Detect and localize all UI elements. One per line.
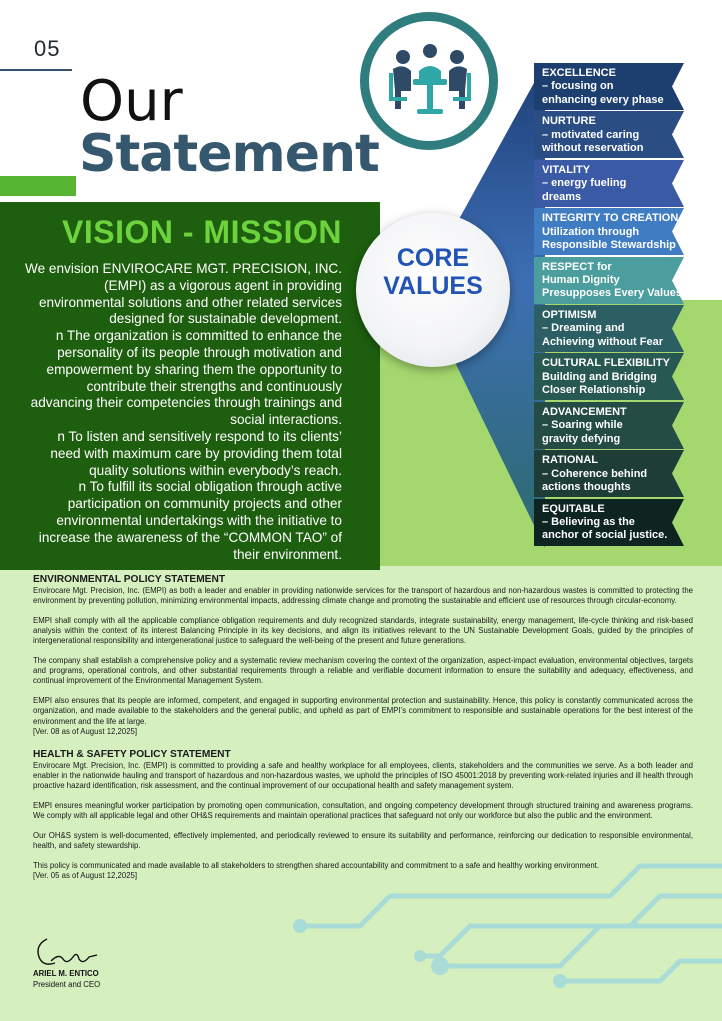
core-value-description: – Dreaming and [542, 322, 625, 335]
mission-paragraph-2: n To listen and sensitively respond to its clients’ need with maximum care by providing them total quality solutions within everybody’s reach. [50, 428, 342, 478]
core-value-text [542, 503, 702, 543]
health-safety-policy-paragraph: This policy is communicated and made available to all stakeholders to strengthen shared accountability and commitment to a safe and healthy working environment. [33, 860, 600, 870]
environmental-policy-paragraph: The company shall establish a comprehensive policy and a systematic review mechanism covering the context of the organization, aspect-impact evaluation, environmental objectives, targets and programs, operational controls, and other substantial requirements through a reliable and verifiable document information to ensure the suitability and adequacy, effectiveness, and continual improvement of the Environmental Management System. [33, 656, 693, 686]
core-value-item [534, 160, 688, 207]
mission-paragraph-3: n To fulfill its social obligation through active participation on community projects and other environmental undertakings with the initiative to increase the awareness of the “COMMON TAO” of their environment. [38, 479, 342, 562]
environmental-policy-paragraph: EMPI also ensures that its people are informed, competent, and engaged in supporting environmental protection and sustainability. Hence, this policy is constantly communicated across the organization, and made available to the stakeholders and the general public, and upheld as part of EMPI’s commitment to responsible and sustainable operations for the best interest of the environment and the life at large. [33, 696, 693, 726]
core-value-text [542, 309, 702, 349]
core-value-name: INTEGRITY TO CREATION [542, 212, 679, 225]
core-values-line1: CORE [396, 244, 470, 272]
core-value-name: OPTIMISM [542, 308, 597, 321]
environmental-policy-paragraph: EMPI shall comply with all the applicable compliance obligation requirements and duly recognized standards, integrate sustainability, energy management, life-cycle thinking and risk-based analysis within the context of its interest Balancing Principle in its key decisions, and align its initiatives relevant to the UN Sustainable Development Goals, guided by the principles of intergenerational responsibility and intergenerational justice to safeguard the well-being of the present and future generations. [33, 615, 693, 646]
core-value-description: Closer Relationship [542, 384, 646, 397]
core-value-description: without reservation [542, 142, 644, 155]
core-value-description: – motivated caring [542, 128, 640, 141]
core-value-description: Presupposes Every Values [542, 287, 683, 300]
health-safety-policy-paragraph: EMPI ensures meaningful worker participation by promoting open communication, consultation, and ongoing competency development through structured training and awareness programs. We comply with all applicable legal and other OH&S requirements and maintain operational practices that safeguard not only our workforce but also the public and the environment. [33, 801, 693, 821]
core-value-description: Human Dignity [542, 273, 620, 286]
core-value-item [534, 208, 688, 255]
core-value-item [534, 305, 688, 352]
health-safety-policy-heading: HEALTH & SAFETY POLICY STATEMENT [33, 748, 231, 760]
core-value-item [534, 402, 688, 449]
environmental-policy-paragraph: Envirocare Mgt. Precision, Inc. (EMPI) as both a leader and enabler in providing nationwide services for the transport of hazardous and non-hazardous wastes is committed to protecting the environment by preventing pollution, minimizing environmental impacts, addressing climate change and promoting the sustainable and efficient use of resources through circular-economy. [33, 586, 693, 606]
core-value-description: enhancing every phase [542, 93, 664, 106]
core-value-text [542, 261, 702, 301]
core-value-name: CULTURAL FLEXIBILITY [542, 357, 670, 370]
signatory-title: President and CEO [33, 980, 101, 989]
title-our: Our [80, 69, 183, 134]
core-value-item [534, 499, 688, 546]
accent-green-bar [0, 176, 76, 196]
core-value-description: anchor of social justice. [542, 529, 668, 542]
signatory-name: ARIEL M. ENTICO [33, 969, 99, 978]
health-safety-policy-paragraph: Our OH&S system is well-documented, effectively implemented, and periodically reviewed to ensure its suitability and performance, reinforcing our dedication to responsible environmental, health, and safety stewardship. [33, 830, 693, 851]
core-value-description: actions thoughts [542, 480, 631, 493]
core-value-text [542, 164, 702, 204]
core-value-description: gravity defying [542, 432, 621, 445]
core-value-name: EXCELLENCE [542, 67, 616, 79]
core-value-description: Utilization through [542, 225, 640, 238]
core-value-description: dreams [542, 190, 582, 203]
core-value-item [534, 257, 688, 304]
environmental-policy-version: [Ver. 08 as of August 12,2025] [33, 726, 138, 736]
core-value-text [542, 454, 702, 494]
health-safety-policy-version: [Ver. 05 as of August 12,2025] [33, 871, 138, 881]
core-value-text [542, 357, 702, 397]
core-value-description: – Soaring while [542, 419, 623, 432]
core-value-description: – energy fueling [542, 177, 627, 190]
meeting-icon [389, 43, 471, 119]
core-value-text [542, 406, 702, 446]
core-value-item [534, 63, 688, 110]
mission-paragraph-1: n The organization is committed to enhance the personality of its people through motivation and empowerment by sharing them the opportunity to contribute their strengths and continuously advancing their competencies through trainings and social interactions. [30, 328, 342, 428]
core-value-description: Responsible Stewardship [542, 238, 676, 251]
core-values-circle [356, 213, 510, 367]
core-value-name: RATIONAL [542, 454, 599, 467]
core-values-list [534, 63, 722, 547]
page-number-rule [0, 69, 72, 71]
core-value-item [534, 111, 688, 158]
core-value-name: NURTURE [542, 115, 596, 128]
page-number: 05 [34, 36, 61, 61]
core-value-text [542, 212, 702, 252]
core-value-description: Building and Bridging [542, 370, 657, 383]
core-value-name: ADVANCEMENT [542, 405, 627, 418]
core-value-description: Achieving without Fear [542, 335, 664, 348]
vision-mission-heading: VISION - MISSION [62, 214, 343, 250]
policy-section [33, 574, 693, 893]
core-value-name: VITALITY [542, 163, 591, 176]
core-value-description: – Coherence behind [542, 467, 648, 480]
vision-mission-text [24, 261, 342, 563]
core-value-text [542, 115, 702, 155]
core-value-name: EQUITABLE [542, 502, 605, 515]
meeting-icon-circle [360, 12, 498, 150]
core-value-item [534, 353, 688, 400]
signature-graphic [33, 935, 103, 971]
core-values-line2: VALUES [383, 272, 483, 300]
core-value-description: – focusing on [542, 80, 614, 93]
core-value-text [542, 67, 702, 107]
health-safety-policy-paragraph: Envirocare Mgt. Precision, Inc. (EMPI) is committed to providing a safe and healthy workplace for all employees, clients, stakeholders and the communities we serve. As a both leader and enabler in the nationwide hauling and transport of hazardous and non-hazardous wastes, we uphold the principles of ISO 45001:2018 by preventing work-related injuries and ill health through proactive hazard identification, risk assessment, and the continual improvement of our occupational health and safety management system. [33, 760, 693, 791]
title-statement: Statement [79, 124, 379, 184]
vision-paragraph: We envision ENVIROCARE MGT. PRECISION, INC. (EMPI) as a vigorous agent in providing environmental solutions and other related services designed for sustainable development. [24, 261, 342, 327]
core-value-description: – Believing as the [542, 515, 635, 528]
core-value-name: RESPECT for [542, 260, 612, 273]
core-value-item [534, 450, 688, 497]
environmental-policy-heading: ENVIRONMENTAL POLICY STATEMENT [33, 574, 226, 585]
